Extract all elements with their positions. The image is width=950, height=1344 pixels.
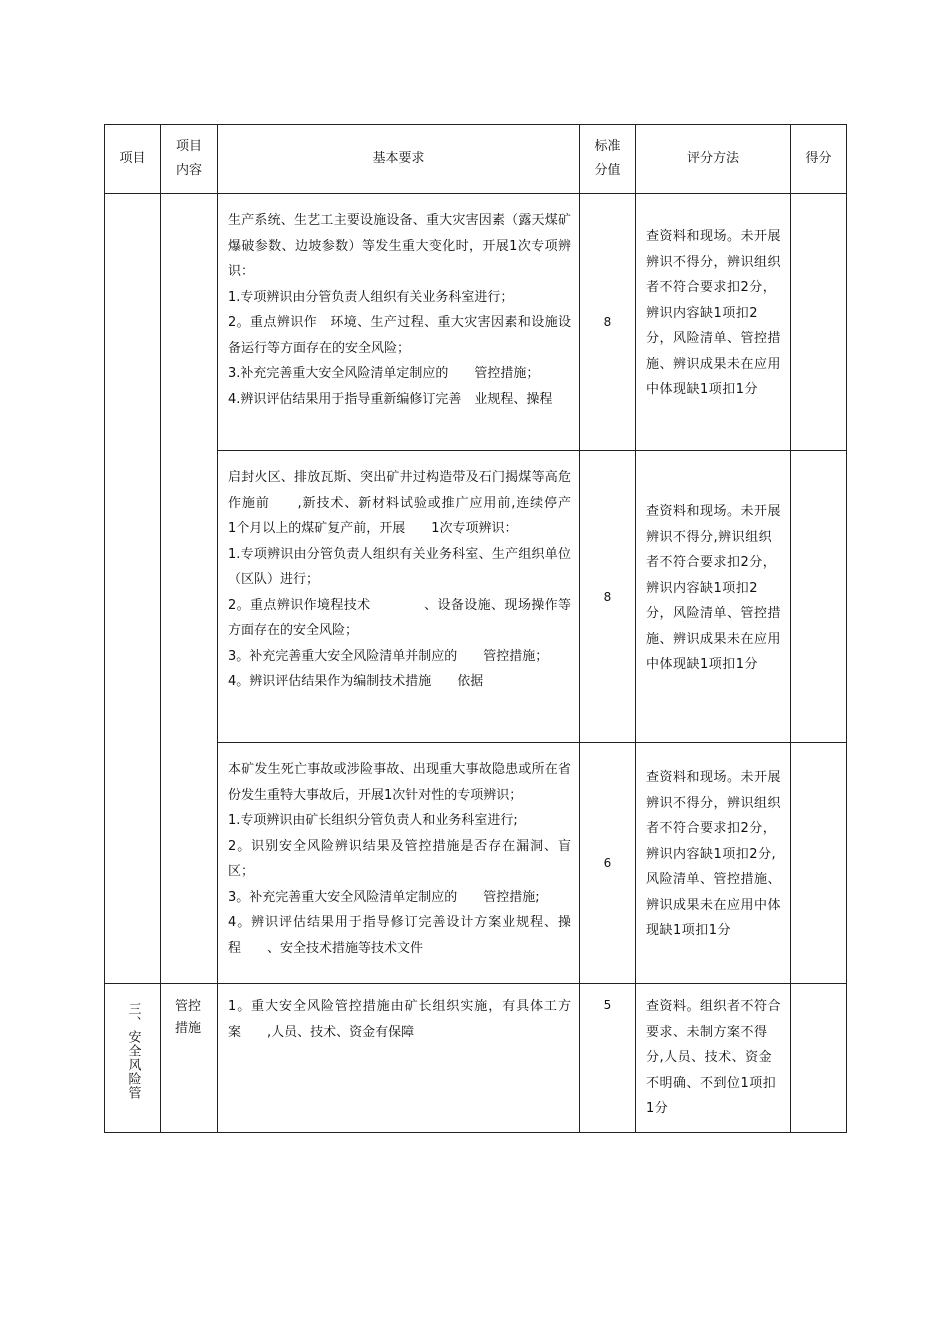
item-cell	[105, 984, 161, 1133]
header-requirement: 基本要求	[218, 125, 580, 194]
requirement-cell	[218, 451, 598, 743]
requirement-line: 本矿发生死亡事故或涉险事故、出现重大事故隐患或所在省份发生重特大事故后，开展1次针对性的专项辨识；	[228, 762, 571, 803]
item-label: 三、安全风险管	[125, 1002, 141, 1100]
requirement-line: 4.辨识评估结果用于指导重新编修订完善 业规程、操程	[228, 391, 553, 407]
standard-value: 6	[580, 743, 636, 984]
requirement-line: 3。补充完善重大安全风险清单定制应的 管控措施;	[228, 889, 540, 905]
header-method: 评分方法	[636, 125, 791, 194]
item-cell	[105, 194, 161, 984]
score-cell	[791, 984, 847, 1133]
header-row	[105, 125, 847, 194]
requirement-line: 2。识别安全风险辨识结果及管控措施是否存在漏洞、盲区；	[228, 838, 571, 879]
header-score: 得分	[791, 125, 847, 194]
requirement-line: 2。重点辨识作 环境、生产过程、重大灾害因素和设施设备运行等方面存在的安全风险；	[228, 315, 571, 356]
scoring-method: 查资料和现场。未开展辨识不得分，辨识组织者不符合要求扣2分，辨识内容缺1项扣2分,风险清单、管控措施、辨识成果未在应用中体现缺1项扣1分	[636, 743, 791, 984]
scoring-method: 查资料和现场。未开展辨识不得分，辨识组织者不符合要求扣2分，辨识内容缺1项扣2分，风险清单、管控措施、辨识成果未在应用中体现缺1项扣1分	[636, 194, 791, 451]
scoring-table	[104, 124, 847, 1133]
standard-value: 5	[580, 984, 636, 1133]
content-cell	[161, 194, 218, 984]
score-cell	[791, 451, 847, 743]
requirement-line: 1.专项辨识由分管负责人组织有关业务科室、生产组织单位（区队）进行；	[228, 546, 571, 587]
table-row	[105, 984, 847, 1133]
table-row	[105, 194, 847, 451]
requirement-line: 3。补充完善重大安全风险清单并制应的 管控措施；	[228, 648, 549, 664]
requirement-cell	[218, 743, 580, 984]
requirement-line: 1。重大安全风险管控措施由矿长组织实施，有具体工方案 ,人员、技术、资金有保障	[228, 999, 571, 1040]
scoring-method: 查资料。组织者不符合要求、未制方案不得分,人员、技术、资金不明确、不到位1项扣1分	[636, 984, 791, 1133]
scoring-method: 查资料和现场。未开展辨识不得分,辨识组织者不符合要求扣2分，辨识内容缺1项扣2分，风险清单、管控措施、辨识成果未在应用中体现缺1项扣1分	[636, 451, 791, 743]
header-standard: 标准分值	[580, 125, 636, 194]
requirement-line: 1.专项辨识由分管负责人组织有关业务科室进行；	[228, 289, 514, 305]
header-content: 项目内容	[161, 125, 218, 194]
requirement-line: 2。重点辨识作境程技术 、设备设施、现场操作等方面存在的安全风险；	[228, 597, 571, 638]
requirement-cell	[218, 194, 580, 451]
score-cell	[791, 743, 847, 984]
requirement-line: 1.专项辨识由矿长组织分管负责人和业务科室进行;	[228, 813, 518, 828]
requirement-line: 4。辨识评估结果用于指导修订完善设计方案业规程、操程 、安全技术措施等技术文件	[228, 915, 571, 956]
requirement-cell	[218, 984, 580, 1133]
requirement-line: 启封火区、排放瓦斯、突出矿井过构造带及石门揭煤等高危作施前 ,新技术、新材料试验或推广应用前,连续停产 1个月以上的煤矿复产前，开展 1次专项辨识：	[228, 470, 598, 536]
requirement-line: 生产系统、生艺工主要设施设备、重大灾害因素（露天煤矿爆破参数、边坡参数）等发生重大变化时，开展1次专项辨识：	[228, 213, 571, 279]
standard-value: 8	[580, 451, 636, 743]
content-cell	[161, 984, 218, 1133]
score-cell	[791, 194, 847, 451]
header-item: 项目	[105, 125, 161, 194]
content-label: 管控措施	[175, 999, 202, 1036]
requirement-line: 4。辨识评估结果作为编制技术措施 依据	[228, 674, 484, 689]
standard-value: 8	[580, 194, 636, 451]
requirement-line: 3.补充完善重大安全风险清单定制应的 管控措施；	[228, 366, 540, 381]
